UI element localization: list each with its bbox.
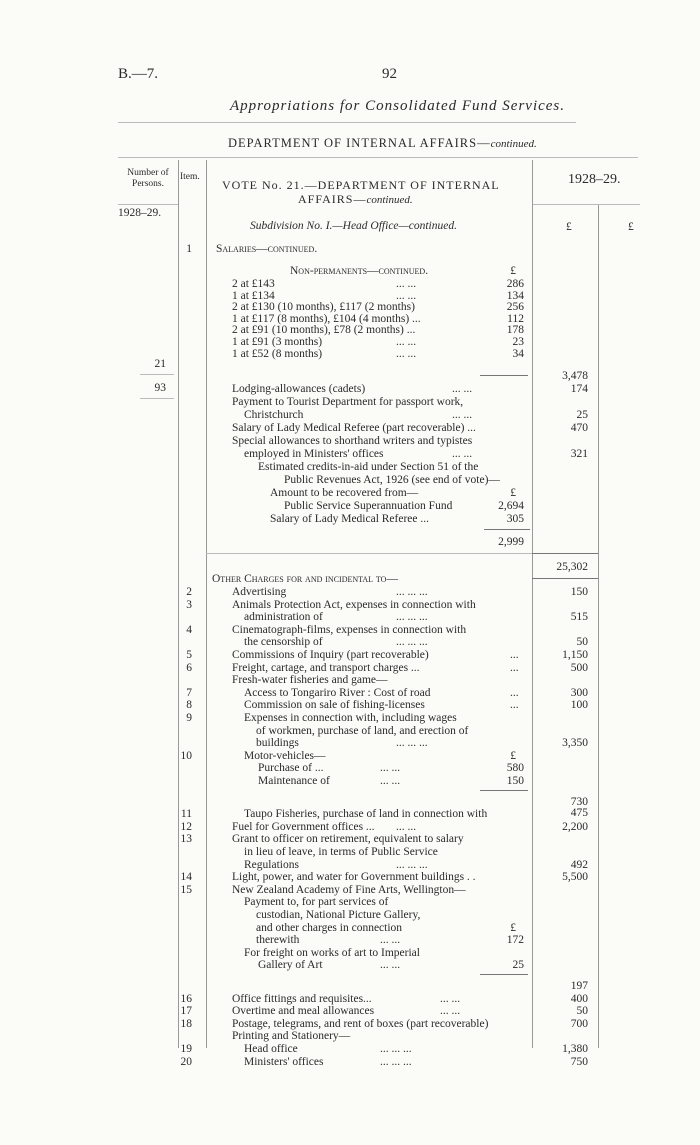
charge-text: Fresh-water fisheries and game—	[232, 674, 388, 687]
motor-row-text: Maintenance of	[258, 775, 330, 787]
charge-text: Ministers' offices	[244, 1055, 324, 1068]
charge-amount: 5,500	[562, 871, 588, 884]
charge-text: Commissions of Inquiry (part recoverable)	[232, 649, 429, 661]
nonpermanents-heading: Non-permanents—continued.	[290, 265, 429, 277]
credit-item: Salary of Lady Medical Referee ...	[270, 513, 430, 525]
charge-text: Animals Protection Act, expenses in connection with	[232, 598, 476, 611]
academy-amount: 172	[506, 934, 524, 947]
persons-total-rule	[140, 398, 174, 399]
charge-text: of workmen, purchase of land, and erection of	[256, 724, 469, 737]
motor-row-amount: 580	[506, 762, 524, 775]
credit-amount: 305	[506, 513, 524, 525]
academy-text: Payment to, for part services of	[244, 896, 389, 909]
salaries-heading: Salaries—continued.	[216, 243, 318, 255]
academy-text: and other charges in connection	[256, 921, 403, 934]
leader-dots: ... ...	[380, 959, 401, 972]
charge-amount: 2,200	[562, 820, 588, 833]
charge-text: Postage, telegrams, and rent of boxes (part recoverable)	[232, 1017, 489, 1030]
item-number: 15	[180, 883, 192, 896]
amount: 321	[570, 448, 588, 460]
salaries-total-rule	[532, 553, 598, 554]
charge-amount: 1,150	[562, 649, 588, 661]
department-heading: DEPARTMENT OF INTERNAL AFFAIRS—continued.	[228, 136, 537, 150]
amount: 470	[570, 422, 588, 434]
leader-dots: ... ...	[440, 992, 461, 1005]
item-number: 1	[186, 243, 192, 255]
academy-total: 197	[570, 980, 588, 992]
charge-amount: 50	[576, 636, 588, 649]
pound-sign: £	[510, 487, 516, 499]
charge-amount: 3,350	[562, 737, 588, 750]
nonpermanent-row-amount: 178	[506, 324, 524, 337]
persons-total: 93	[154, 382, 166, 394]
nonpermanent-row-text: 1 at £91 (3 months)	[232, 336, 323, 348]
charge-amount: 400	[570, 992, 588, 1005]
charge-text: Office fittings and requisites...	[232, 992, 372, 1005]
academy-freight: Gallery of Art	[258, 959, 323, 972]
academy-heading: New Zealand Academy of Fine Arts, Wellington—	[232, 883, 466, 896]
pound-sign: £	[510, 265, 516, 277]
item-header: Item.	[180, 172, 200, 182]
credits-rule	[484, 529, 530, 530]
charge-amount: 100	[570, 699, 588, 712]
document-reference: B.—7.	[118, 66, 159, 82]
persons-count: 21	[154, 358, 166, 370]
leader-dots: ... ...	[396, 347, 417, 360]
nonpermanents-total: 3,478	[562, 370, 588, 382]
credits-line3: Amount to be recovered from—	[270, 487, 419, 499]
persons-header-rule	[118, 204, 178, 205]
leader-dots: ...	[510, 699, 519, 712]
credits-total: 2,999	[498, 536, 524, 548]
nonpermanent-row-text: 1 at £117 (8 months), £104 (4 months) ...	[232, 312, 421, 325]
motor-row-amount: 150	[506, 775, 524, 787]
persons-rule	[140, 374, 174, 375]
charge-text: the censorship of	[244, 636, 323, 649]
charge-amount: 150	[570, 586, 588, 598]
salaries-total-rule-bottom	[532, 578, 598, 579]
item-number: 11	[180, 808, 192, 821]
charge-amount: 50	[576, 1005, 588, 1018]
leader-dots: ... ...	[396, 289, 417, 302]
nonpermanent-row-amount: 134	[506, 289, 524, 302]
item-number: 2	[186, 586, 192, 598]
charge-text: Light, power, and water for Government buildings . .	[232, 871, 476, 884]
list-item: Lodging-allowances (cadets)	[232, 383, 366, 395]
column-divider-item	[206, 160, 207, 1048]
charge-text: Regulations	[244, 858, 299, 871]
leader-dots: ...	[510, 661, 519, 674]
nonpermanent-row-amount: 112	[507, 312, 524, 325]
item-number: 6	[186, 661, 192, 674]
academy-rule	[480, 974, 528, 975]
list-item: Salary of Lady Medical Referee (part recoverable) ...	[232, 422, 476, 434]
subtotal-rule	[480, 375, 528, 376]
amount: 174	[570, 383, 588, 395]
motor-rule	[480, 790, 528, 791]
charge-text: Advertising	[232, 586, 287, 598]
vote-title-line2: AFFAIRS—continued.	[298, 192, 413, 206]
charge-text: Expenses in connection with, including wages	[244, 712, 457, 724]
nonpermanent-row-text: 1 at £52 (8 months)	[232, 347, 323, 360]
charge-amount: 475	[570, 807, 588, 820]
leader-dots: ... ... ...	[396, 636, 428, 649]
item-number: 17	[180, 1005, 192, 1018]
leader-dots: ... ... ...	[380, 1055, 412, 1068]
item-number: 19	[180, 1043, 192, 1055]
charge-text: Freight, cartage, and transport charges ...	[232, 661, 420, 674]
pound-col2: £	[628, 221, 634, 233]
charge-text: Taupo Fisheries, purchase of land in connection with	[244, 808, 488, 821]
pound-sign: £	[510, 749, 516, 762]
credits-line1: Estimated credits-in-aid under Section 51 of the	[258, 461, 479, 473]
nonpermanent-row-amount: 34	[512, 347, 524, 360]
item-number: 16	[180, 992, 192, 1005]
leader-dots: ...	[510, 649, 519, 661]
year-left: 1928–29.	[118, 207, 162, 219]
academy-amount: 25	[512, 959, 524, 972]
item-number: 8	[186, 699, 192, 712]
leader-dots: ... ... ...	[380, 1043, 412, 1055]
leader-dots: ... ...	[380, 934, 401, 947]
item-number: 18	[180, 1017, 192, 1030]
leader-dots: ... ...	[440, 1005, 461, 1018]
charge-text: in lieu of leave, in terms of Public Service	[244, 846, 438, 858]
charge-amount: 500	[570, 661, 588, 674]
column-divider-total	[598, 205, 599, 1048]
item-number: 9	[186, 712, 192, 724]
item-number: 14	[180, 871, 192, 884]
motor-heading: Motor-vehicles—	[244, 749, 326, 762]
year-header-rule	[532, 204, 640, 205]
motor-total: 730	[570, 795, 588, 808]
leader-dots: ... ... ...	[396, 858, 428, 871]
charge-amount: 1,380	[562, 1043, 588, 1055]
motor-row-text: Purchase of ...	[258, 762, 324, 775]
salaries-total: 25,302	[556, 561, 588, 573]
section-rule	[206, 553, 532, 554]
page-number: 92	[382, 66, 397, 82]
list-item-cont: employed in Ministers' offices	[244, 448, 384, 460]
page-title: Appropriations for Consolidated Fund Services.	[230, 98, 566, 114]
title-rule	[118, 122, 576, 123]
leader-dots: ...	[510, 686, 519, 699]
charge-amount: 700	[570, 1017, 588, 1030]
academy-text: custodian, National Picture Gallery,	[256, 909, 421, 921]
pound-col1: £	[566, 221, 572, 233]
nonpermanent-row-amount: 286	[506, 278, 524, 290]
leader-dots: ... ...	[396, 278, 417, 290]
leader-dots: ... ...	[396, 820, 417, 833]
leader-dots: ... ...	[452, 383, 473, 395]
leader-dots: ... ... ...	[396, 586, 428, 598]
pound-sign: £	[510, 921, 516, 934]
leader-dots: ... ...	[452, 409, 473, 421]
credit-amount: 2,694	[498, 500, 524, 512]
vote-title-line1: VOTE No. 21.—DEPARTMENT OF INTERNAL	[222, 178, 500, 192]
list-item: Payment to Tourist Department for passport work,	[232, 396, 464, 408]
item-number: 4	[186, 623, 192, 636]
item-number: 5	[186, 649, 192, 661]
list-item: Special allowances to shorthand writers and typistes	[232, 435, 473, 447]
nonpermanent-row-text: 1 at £134	[232, 289, 275, 302]
charge-text: Commission on sale of fishing-licenses	[244, 699, 425, 712]
charge-text: Overtime and meal allowances	[232, 1005, 375, 1018]
charge-amount: 515	[570, 611, 588, 624]
credits-line2: Public Revenues Act, 1926 (see end of vote)—	[284, 474, 500, 486]
item-number: 20	[180, 1055, 192, 1068]
item-number: 13	[180, 833, 192, 846]
academy-freight: For freight on works of art to Imperial	[244, 946, 420, 959]
subdivision-heading: Subdivision No. I.—Head Office—continued.	[250, 220, 457, 232]
nonpermanent-row-text: 2 at £143	[232, 278, 275, 290]
charge-text: Head office	[244, 1043, 298, 1055]
credit-item: Public Service Superannuation Fund	[284, 500, 453, 512]
leader-dots: ... ...	[380, 775, 401, 787]
charge-amount: 300	[570, 686, 588, 699]
charge-text: administration of	[244, 611, 323, 624]
list-item-cont: Christchurch	[244, 409, 304, 421]
leader-dots: ... ...	[396, 336, 417, 348]
item-number: 10	[180, 749, 192, 762]
nonpermanent-row-text: 2 at £91 (10 months), £78 (2 months) ...	[232, 324, 416, 337]
item-number: 12	[180, 820, 192, 833]
academy-text: therewith	[256, 934, 300, 947]
leader-dots: ... ...	[380, 762, 401, 775]
other-charges-heading: Other Charges for and incidental to—	[212, 573, 398, 585]
year-header: 1928–29.	[568, 172, 621, 187]
charge-text: Cinematograph-films, expenses in connection with	[232, 623, 467, 636]
item-number: 7	[186, 686, 192, 699]
charge-text: Grant to officer on retirement, equivalent to salary	[232, 833, 464, 846]
charge-text: Fuel for Government offices ...	[232, 820, 375, 833]
nonpermanent-row-amount: 256	[506, 301, 524, 314]
charge-amount: 492	[570, 858, 588, 871]
item-number: 3	[186, 598, 192, 611]
printing-heading: Printing and Stationery—	[232, 1030, 351, 1043]
leader-dots: ... ... ...	[396, 611, 428, 624]
leader-dots: ... ... ...	[396, 737, 428, 750]
charge-text: buildings	[256, 737, 299, 750]
table-top-rule	[118, 157, 638, 158]
charge-amount: 750	[570, 1055, 588, 1068]
charge-text: Access to Tongariro River : Cost of road	[244, 686, 431, 699]
nonpermanent-row-text: 2 at £130 (10 months), £117 (2 months)	[232, 301, 415, 314]
amount: 25	[576, 409, 588, 421]
nonpermanent-row-amount: 23	[512, 336, 524, 348]
number-of-persons-header: Number of Persons.	[127, 168, 169, 189]
leader-dots: ... ...	[452, 448, 473, 460]
column-divider-amount	[532, 160, 533, 1048]
